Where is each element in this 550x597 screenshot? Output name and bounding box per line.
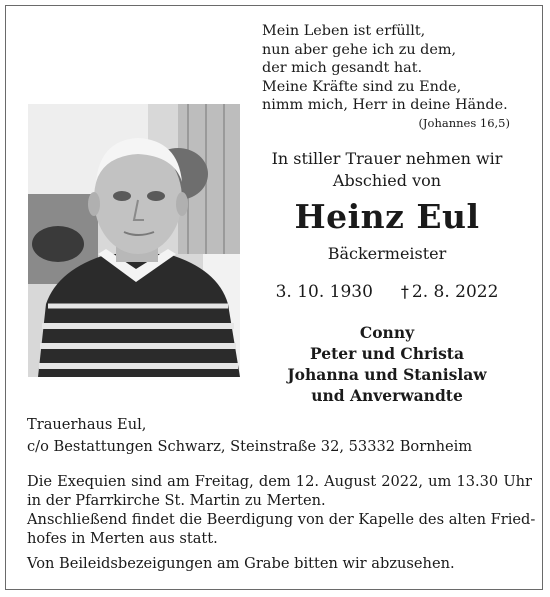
death-date: 2. 8. 2022 [411,282,499,302]
service-line: Die Exequien sind am Freitag, dem 12. August 2022, um 13.30 Uhr [27,473,532,490]
intro-line: Abschied von [332,171,442,190]
poem-line: Meine Kräfte sind zu Ende, [262,78,462,95]
mourner: Peter und Christa [309,344,465,363]
service-info [27,472,536,548]
mourner: Johanna und Stanislaw [287,365,487,384]
poem-line: nun aber gehe ich zu dem, [262,41,457,58]
intro-text [244,148,530,192]
deceased-name: Heinz Eul [294,197,480,236]
mourner: Conny [359,323,415,342]
service-line: in der Pfarrkirche St. Martin zu Merten. [27,492,326,509]
death-date-group [401,282,499,302]
profession: Bäckermeister [327,244,447,263]
condolence-note: Von Beileidsbezeigungen am Grabe bitten wir abzusehen. [27,555,455,572]
service-line: hofes in Merten aus statt. [27,530,218,547]
mourning-house [27,414,532,458]
poem [262,22,532,115]
life-dates [244,282,530,302]
service-line: Anschließend findet die Beerdigung von der Kapelle des alten Fried- [27,511,536,528]
bible-reference: (Johannes 16,5) [418,116,510,130]
intro-line: In stiller Trauer nehmen wir [271,149,503,168]
poem-line: nimm mich, Herr in deine Hände. [262,97,508,113]
mourners-list [244,322,530,406]
portrait-photo [28,104,240,377]
birth-date: 3. 10. 1930 [275,282,373,302]
poem-line: Mein Leben ist erfüllt, [262,23,426,39]
mourner: und Anverwandte [311,386,463,405]
house-line: Trauerhaus Eul, [27,416,147,433]
house-address: c/o Bestattungen Schwarz, Steinstraße 32, 53332 Bornheim [27,438,473,455]
poem-line: der mich gesandt hat. [262,60,423,76]
cross-icon: † [400,282,409,301]
